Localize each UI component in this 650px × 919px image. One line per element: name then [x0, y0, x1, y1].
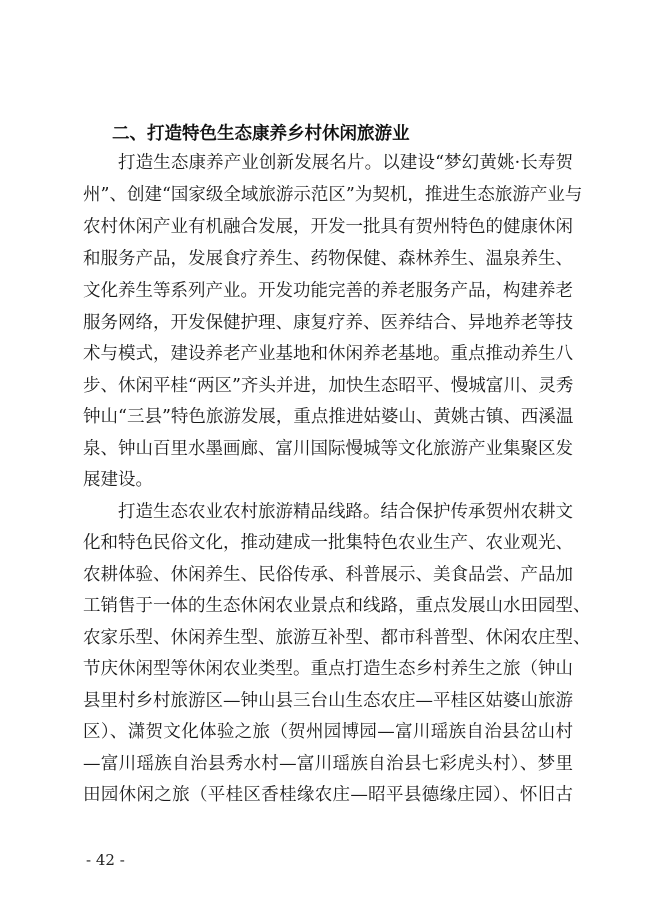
paragraph-1-line: 钟山“三县”特色旅游发展，重点推进姑婆山、黄姚古镇、西溪温	[83, 407, 574, 427]
paragraph-1-line: 展建设。	[83, 470, 153, 490]
paragraph-2-line: 打造生态农业农村旅游精品线路。结合保护传承贺州农耕文	[118, 502, 573, 522]
paragraph-2-line: 化和特色民俗文化，推动建成一批集特色农业生产、农业观光、	[83, 533, 573, 553]
paragraph-1-line: 泉、钟山百里水墨画廊、富川国际慢城等文化旅游产业集聚区发	[83, 439, 573, 459]
paragraph-1-line: 州”、创建“国家级全域旅游示范区”为契机，推进生态旅游产业与	[83, 185, 583, 205]
paragraph-1-line: 术与模式，建设养老产业基地和休闲养老基地。重点推动养生八	[83, 344, 573, 364]
paragraph-2-line: 节庆休闲型等休闲农业类型。重点打造生态乡村养生之旅（钟山	[83, 659, 573, 679]
paragraph-1-line: 农村休闲产业有机融合发展，开发一批具有贺州特色的健康休闲	[83, 217, 573, 237]
paragraph-2-line: 县里村乡村旅游区—钟山县三台山生态农庄—平桂区姑婆山旅游	[83, 691, 573, 711]
paragraph-1-line: 服务网络，开发保健护理、康复疗养、医养结合、异地养老等技	[83, 313, 573, 333]
paragraph-2-line: 农耕体验、休闲养生、民俗传承、科普展示、美食品尝、产品加	[83, 565, 573, 585]
paragraph-2-line: 区）、潇贺文化体验之旅（贺州园博园—富川瑶族自治县岔山村	[83, 722, 573, 742]
paragraph-1-line: 打造生态康养产业创新发展名片。以建设“梦幻黄姚·长寿贺	[118, 153, 573, 173]
paragraph-1-line: 文化养生等系列产业。开发功能完善的养老服务产品，构建养老	[83, 281, 573, 301]
page-number: - 42 -	[86, 851, 125, 869]
section-heading: 二、打造特色生态康养乡村休闲旅游业	[112, 124, 410, 144]
paragraph-1-line: 和服务产品，发展食疗养生、药物保健、森林养生、温泉养生、	[83, 249, 573, 269]
paragraph-2-line: —富川瑶族自治县秀水村—富川瑶族自治县七彩虎头村）、梦里	[83, 754, 573, 774]
paragraph-2-line: 田园休闲之旅（平桂区香桂缘农庄—昭平县德缘庄园）、怀旧古	[83, 785, 573, 805]
paragraph-1-line: 步、休闲平桂“两区”齐头并进，加快生态昭平、慢城富川、灵秀	[83, 376, 574, 396]
paragraph-2-line: 工销售于一体的生态休闲农业景点和线路，重点发展山水田园型、	[83, 596, 591, 616]
paragraph-2-line: 农家乐型、休闲养生型、旅游互补型、都市科普型、休闲农庄型、	[83, 628, 591, 648]
